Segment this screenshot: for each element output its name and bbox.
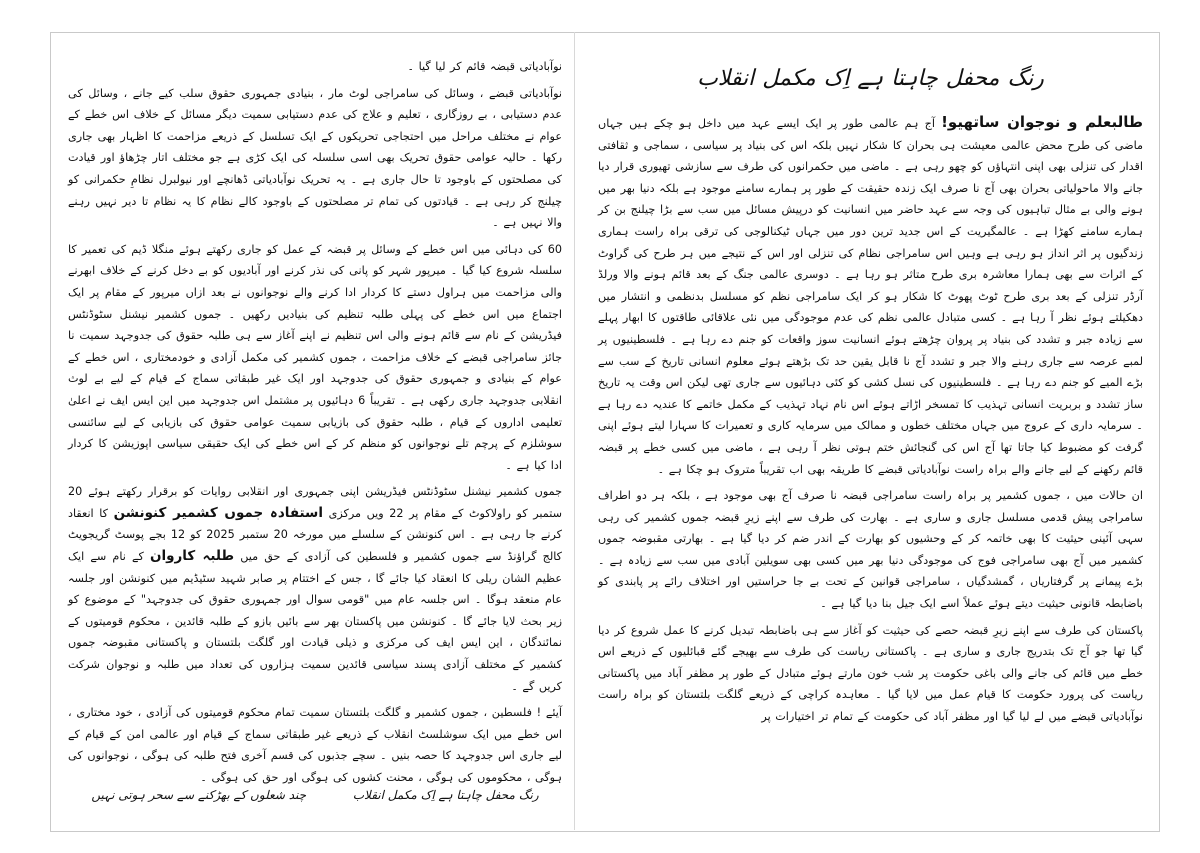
paragraph: آیئے ! فلسطین ، جموں کشمیر و گلگت بلتستان سمیت تمام محکوم قومیتوں کی آزادی ، خود مختاری ، اس خطے میں ایک سوشلسٹ انقلاب کے ذریعے غیر طبقاتی سماج کے قیام اور عالمی امن کے قیام کے لیے جاری اس جدوجہد کا حصہ بنیں ۔ سچے جذبوں کی قسم آخری فتح طلبہ کی ہوگی ، نوجوانوں کی ہوگی ، محکوموں کی ہوگی ، محنت کشوں کی ہوگی اور حق کی ہوگی ۔ [68, 706, 562, 784]
paragraph: نوآبادیاتی قبضے ، وسائل کی سامراجی لوٹ مار ، بنیادی جمہوری حقوق سلب کیے جانے ، وسائل کی عدم دستیابی ، بے روزگاری ، تعلیم و علاج کی عدم دستیابی سمیت دیگر مسائل کے خلاف اس خطے کے عوام نے مختلف مراحل میں احتجاجی تحریکوں کے ایک تسلسل کے ذریعے مزاحمت کا اظہار بھی جاری رکھا ۔ حالیہ عوامی حقوق تحریک بھی اسی سلسلہ کی ایک کڑی ہے جو مختلف اتار چڑھاؤ اور قیادت کی مصلحتوں کے باوجود تا حال جاری ہے ۔ یہ تحریک نوآبادیاتی ڈھانچے اور نیولبرل نظامِ حکمرانی کو چیلنج کر رہی ہے ۔ قیادتوں کی تمام تر مصلحتوں کے باوجود کالے نظام کا یہ نظام تا دیر نہیں رہنے والا نہیں ہے ۔ [68, 86, 562, 230]
rally-name: طلبہ کاروان [149, 548, 235, 565]
footer-slogans [68, 788, 562, 802]
page-title: رنگ محفل چاہتا ہے اِک مکمل انقلاب [697, 66, 1044, 91]
paragraph-text: کا انعقاد کرنے جا رہی ہے ۔ اس کنونشن کے سلسلے میں مورخہ 20 ستمبر 2025 کو 12 بجے پوسٹ گریجویٹ کالج گراؤنڈ سے جموں کشمیر و فلسطین کی آزادی کے حق میں [68, 506, 562, 564]
paragraph-text: کے نام سے ایک عظیم الشان ریلی کا انعقاد کیا جائے گا ، جس کے اختتام پر صابر شہید سٹیڈیم میں کنونشن اور جلسہ عام منعقد ہوگا ۔ اس جلسہ عام میں "قومی سوال اور جمہوری حقوق کی جدوجہد" کے موضوع کو زیر بحث لایا جائے گا ۔ کنونشن میں پاکستان بھر سے بائیں بازو کے طلبہ قائدین ، محکوم قومیتوں کے نمائندگان ، این ایس ایف کی مرکزی و ذیلی قیادت اور گلگت بلتستان و پاکستانی مقبوضہ جموں کشمیر کے مختلف آزادی پسند سیاسی قائدین سمیت ہزاروں کی تعداد میں طلبہ و نوجوان شرکت کریں گے ۔ [68, 550, 562, 693]
subtitle: طالبعلم و نوجوان ساتھیو! [941, 113, 1144, 131]
convention-name: استفادہ جموں کشمیر کنونشن [113, 504, 323, 521]
left-column [68, 56, 562, 794]
column-divider [574, 32, 575, 830]
paragraph-text: جموں کشمیر نیشنل سٹوڈنٹس فیڈریشن اپنی جمہوری اور انقلابی روایات کو برقرار رکھتے ہوئے 20 ستمبر کو راولاکوٹ کے مقام پر 22 ویں مرکزی [68, 485, 563, 520]
paragraph: پاکستان کی طرف سے اپنے زیرِ قبضہ حصے کی حیثیت کو آغاز سے ہی باضابطہ تبدیل کرنے کا عمل شروع کر دیا گیا تھا جو آج تک بتدریج جاری و ساری ہے ۔ پاکستانی ریاست کی طرف سے بھیجے گئے قبائلیوں کے ذریعے اس خطے میں قائم کی جانے والی باغی حکومت پر شب خون مارتے ہوئے متبادل کے طور پر مظفر آباد میں پاکستانی ریاست کی پرورد حکومت کا قیام عمل میں لایا گیا ۔ معاہدہ کراچی کے ذریعے گلگت بلتستان کو براہ راست نوآبادیاتی قبضے میں لے لیا گیا اور مظفر آباد کی حکومت کے تمام تر اختیارات پر [598, 623, 1143, 724]
paragraph: 60 کی دہائی میں اس خطے کے وسائل پر قبضہ کے عمل کو جاری رکھتے ہوئے منگلا ڈیم کی تعمیر کا سلسلہ شروع کیا گیا ۔ میرپور شہر کو پانی کی نذر کرنے اور آبادیوں کو بے دخل کرنے کے خلاف ابھرنے والی مزاحمت میں ہراول دستے کا کردار ادا کرنے والے نوجوانوں نے بعد ازاں میرپور کے مقام پر ایک اجتماع میں اس خطے کی پہلی طلبہ تنظیم کی بنیادیں رکھیں ۔ جموں کشمیر نیشنل سٹوڈنٹس فیڈریشن کے نام سے قائم ہونے والی اس تنظیم نے اپنے آغاز سے ہی طلبہ حقوق کی جدوجہد سمیت نا جائز سامراجی قبضے کے خلاف مزاحمت ، جموں کشمیر کی مکمل آزادی و خودمختاری ، اس خطے کے عوام کے بنیادی و جمہوری حقوق کی جدوجہد اور ایک غیر طبقاتی سماج کے قیام کے لیے بے لوث انقلابی جدوجہد جاری رکھی ہے ۔ تقریباً 6 دہائیوں پر مشتمل اس جدوجہد میں این ایس ایف نے اعلیٰ تعلیمی اداروں کے قیام ، طلبہ حقوق کی بازیابی سمیت عوامی حقوق کی بازیابی کے لیے سائنسی سوشلزم کے پرچم تلے نوجوانوں کو منظم کر کے اس خطے کی ایک حقیقی سیاسی اپوزیشن کا کردار ادا کیا ہے ۔ [68, 242, 562, 472]
paragraph: ان حالات میں ، جموں کشمیر پر براہ راست سامراجی قبضہ نا صرف آج بھی موجود ہے ، بلکہ ہر دو اطراف سامراجی پیش قدمی مسلسل جاری و ساری ہے ۔ بھارت کی طرف سے اپنے زیرِ قبضہ جموں کشمیر کی رہی سہی آئینی حیثیت کا بھی خاتمہ کر کے وحشیوں کو بھارت کے اندر ضم کر دیا گیا ہے ۔ بھارتی مقبوضہ جموں کشمیر میں آج بھی سامراجی فوج کی موجودگی دنیا بھر میں کسی بھی سویلین آبادی میں سب سے زیادہ ہے ۔ بڑے پیمانے پر گرفتاریاں ، گمشدگیاں ، سامراجی قوانین کے تحت بے جا حراستیں اور اختلاف رائے پر پابندی کو باضابطہ قانونی حیثیت دیتے ہوئے عملاً اسے ایک جیل بنا دیا گیا ہے ۔ [598, 489, 1143, 611]
paragraph-text: آج ہم عالمی طور پر ایک ایسے عہد میں داخل ہو چکے ہیں جہاں ماضی کی طرح محض عالمی معیشت ہی بحران کا شکار نہیں بلکہ اس کی بنیاد پر سیاسی ، سماجی و ثقافتی اقدار کی تنزلی بھی اپنی انتہاؤں کو چھو رہی ہے ۔ ماضی میں حکمرانوں کی طرف سے سازشی تھیوری قرار دیا جانے والا ماحولیاتی بحران بھی آج نا صرف ایک زندہ حقیقت کے طور پر ہمارے سامنے موجود ہے بلکہ دنیا بھر میں ہونے والی بے مثال تباہیوں کی وجہ سے عہد حاضر میں انسانیت کو درپیش مسائل میں سب سے بڑا چیلنج بن کر ہمارے سامنے کھڑا ہے ۔ عالمگیریت کے اس جدید ترین دور میں جہاں ٹیکنالوجی کی ترقی براہ راست ہماری زندگیوں پر اثر انداز ہو رہی ہے وہیں اس سامراجی نظام کی تنزلی اور اس کے نتیجے میں ہر طرح کی گراوٹ کے اثرات سے بھی ہمارا معاشرہ بری طرح متاثر ہو رہا ہے ۔ دوسری عالمی جنگ کے بعد قائم ہونے والا ورلڈ آرڈر تنزلی کے بعد بری طرح ٹوٹ پھوٹ کا شکار ہو کر ایک سامراجی نظم کو مسلسل بدنظمی و انتشار میں دھکیلتے ہوئے نظر آ رہا ہے ۔ کسی متبادل عالمی نظم کی عدم موجودگی میں نئی علاقائی طاقتوں کا ابھار پہلے سے زیادہ جبر و تشدد کی بنیاد پر پروان چڑھتے ہوئے انسانیت سوز واقعات کو جنم دے رہا ہے ۔ فلسطینیوں پر لمبے عرصہ سے جاری رہنے والا جبر و تشدد آج نا قابل یقین حد تک بڑھتے ہوئے معلوم انسانی تاریخ کے سب سے بڑے المیے کو جنم دے رہا ہے ۔ فلسطینیوں کی نسل کشی کو کئی دہائیوں سے جاری تھی لیکن اس وقت یہ تاریخ ساز تشدد و بربریت انسانی تہذیب کا تمسخر اڑاتے ہوئے اس نام نہاد تہذیب کے مکمل خاتمے کا عندیہ دے رہا ہے ۔ سرمایہ داری کے عروج میں جہاں مختلف خطوں و ممالک میں سرمایہ کاری و تعمیرات کا سہارا لیتے ہوئے اپنی گرفت کو مضبوط کیا جاتا تھا آج اس کی گنجائش ختم ہوتی نظر آ رہی ہے ، ماضی میں کسی خطے پر قبضہ قائم رکھنے کے لیے جانے والے براہ راست نوآبادیاتی قبضے کا طریقہ بھی اب تقریباً متروک ہو چکا ہے ۔ [598, 117, 1143, 476]
right-column [598, 56, 1143, 733]
footer-slogan-left: چند شعلوں کے بھڑکنے سے سحر ہوتی نہیں [91, 788, 307, 802]
paragraph [68, 481, 562, 697]
paragraph [598, 112, 1143, 480]
footer-slogan-right: رنگ محفل چاہتا ہے اِک مکمل انقلاب [352, 788, 539, 802]
paragraph: نوآبادیاتی قبضہ قائم کر لیا گیا ۔ [407, 60, 562, 73]
